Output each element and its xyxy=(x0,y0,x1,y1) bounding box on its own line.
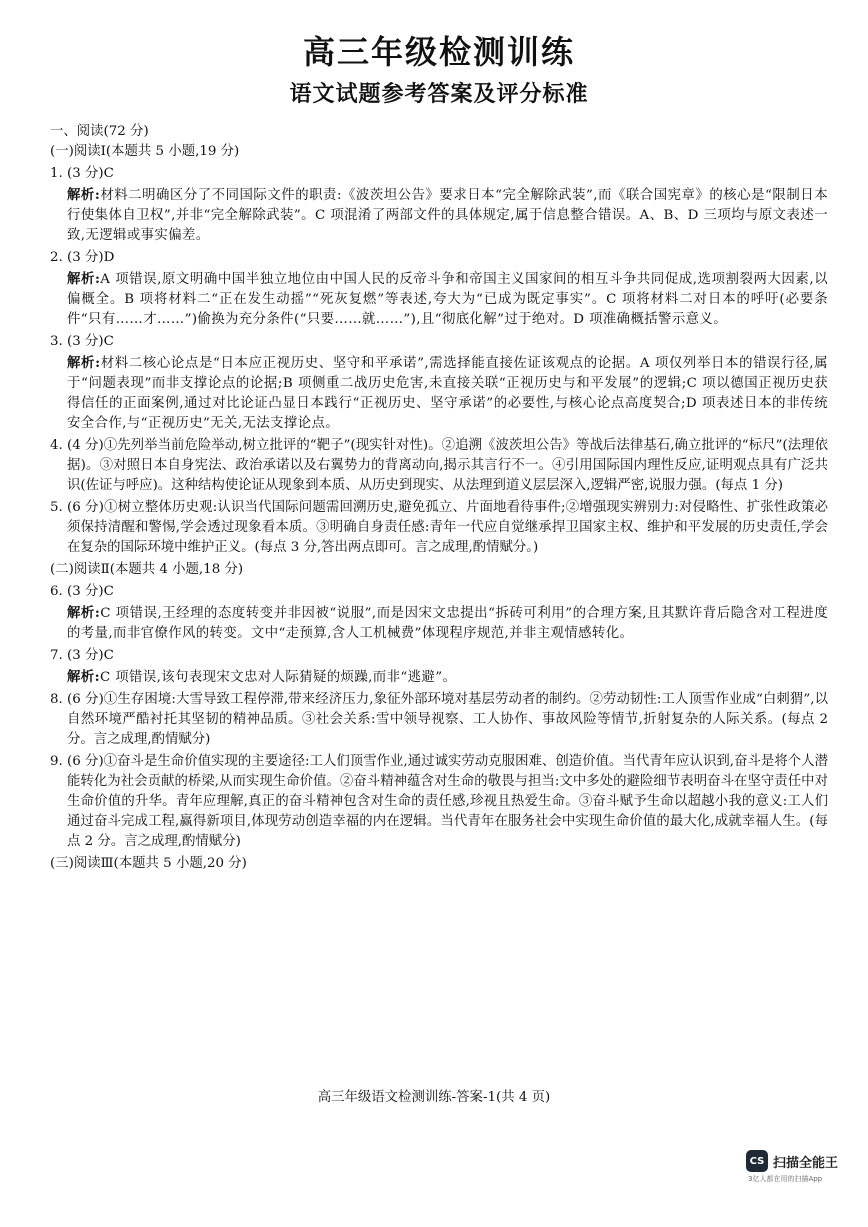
question-number: 5. xyxy=(50,500,63,515)
analysis-label: 解析: xyxy=(67,271,101,287)
question-8-answer xyxy=(50,690,828,750)
page-footer: 高三年级语文检测训练-答案-1(共 4 页) xyxy=(317,1090,551,1105)
section-heading-reading-1: (一)阅读Ⅰ(本题共 5 小题,19 分) xyxy=(50,144,240,159)
question-3-answer: 3. (3 分)C xyxy=(50,334,114,349)
page-subtitle: 语文试题参考答案及评分标准 xyxy=(289,82,589,107)
analysis-text: C 项错误,王经理的态度转变并非因被“说服”,而是因宋文忠提出“拆砖可利用”的合理方案,且其默许背后隐含对工程进度的考量,而非官僚作风的转变。文中“走预算,含人工机械费”体现程序规范,并非主观情感转化。 xyxy=(67,606,828,641)
question-4-answer xyxy=(50,436,828,496)
analysis-text: 材料二核心论点是“日本应正视历史、坚守和平承诺”,需选择能直接佐证该观点的论据。A 项仅列举日本的错误行径,属于“问题表现”而非支撑论点的论据;B 项侧重二战历史危害,未直接关联“正视历史与和平发展”的逻辑;C 项以德国正视历史获得信任的正面案例,通过对比论证凸显日本践行“正视历史、坚守承诺”的必要性,与核心论点高度契合;D 项表述日本的非传统安全合作,与“正视历史”无关,无法支撑论点。 xyxy=(67,356,828,431)
section-heading-reading-2: (二)阅读Ⅱ(本题共 4 小题,18 分) xyxy=(50,562,244,577)
camscanner-logo-icon: CS xyxy=(746,1150,768,1172)
question-number: 9. xyxy=(50,754,63,769)
analysis-label: 解析: xyxy=(67,605,101,621)
question-7-answer: 7. (3 分)C xyxy=(50,648,114,663)
analysis-text: 材料二明确区分了不同国际文件的职责:《波茨坦公告》要求日本“完全解除武装”,而《联合国宪章》的核心是“限制日本行使集体自卫权”,并非“完全解除武装”。C 项混淆了两部文件的具体规定,属于信息整合错误。A、B、D 三项均与原文表述一致,无逻辑或事实偏差。 xyxy=(67,188,828,243)
analysis-label: 解析: xyxy=(67,187,101,203)
section-heading-reading: 一、阅读(72 分) xyxy=(50,124,149,139)
page-title: 高三年级检测训练 xyxy=(302,33,575,71)
question-6-analysis xyxy=(50,603,828,644)
question-number: 4. xyxy=(50,438,63,453)
question-1-analysis xyxy=(50,185,828,246)
analysis-text: A 项错误,原文明确中国半独立地位由中国人民的反帝斗争和帝国主义国家间的相互斗争共同促成,选项割裂两大因素,以偏概全。B 项将材料二“正在发生动摇”“死灰复燃”等表述,夸大为“已成为既定事实”。C 项将材料二对日本的呼吁(必要条件“只有……才……”)偷换为充分条件(“只要……就……”),且“彻底化解”过于绝对。D 项准确概括警示意义。 xyxy=(67,272,828,327)
question-6-answer: 6. (3 分)C xyxy=(50,584,114,599)
question-9-answer xyxy=(50,752,828,852)
question-2-answer: 2. (3 分)D xyxy=(50,250,115,265)
watermark-tagline: 3亿人都在用的扫描App xyxy=(748,1175,823,1183)
question-7-analysis xyxy=(50,667,828,688)
answer-text: (6 分)①生存困境:大雪导致工程停滞,带来经济压力,象征外部环境对基层劳动者的制约。②劳动韧性:工人顶雪作业成“白刺猬”,以自然环境严酷衬托其坚韧的精神品质。③社会关系:雪中领导视察、工人协作、事故风险等情节,折射复杂的人际关系。(每点 2 分。言之成理,酌情赋分) xyxy=(67,692,828,747)
answer-text: (4 分)①先列举当前危险举动,树立批评的“靶子”(现实针对性)。②追溯《波茨坦公告》等战后法律基石,确立批评的“标尺”(法理依据)。③对照日本自身宪法、政治承诺以及右翼势力的背离动向,揭示其言行不一。④引用国际国内理性反应,证明观点具有广泛共识(佐证与呼应)。这种结构使论证从现象到本质、从历史到现实、从法理到道义层层深入,逻辑严密,说服力强。(每点 1 分) xyxy=(67,438,828,493)
answer-text: (6 分)①奋斗是生命价值实现的主要途径:工人们顶雪作业,通过诚实劳动克服困难、创造价值。当代青年应认识到,奋斗是将个人潜能转化为社会贡献的桥梁,从而实现生命价值。②奋斗精神蕴含对生命的敬畏与担当:文中多处的避险细节表明奋斗在坚守责任中对生命价值的升华。青年应理解,真正的奋斗精神包含对生命的责任感,珍视且热爱生命。③奋斗赋予生命以超越小我的意义:工人们通过奋斗完成工程,赢得新项目,体现劳动创造幸福的内在逻辑。当代青年在服务社会中实现生命价值的最大化,成就幸福人生。(每点 2 分。言之成理,酌情赋分) xyxy=(67,754,828,849)
question-5-answer xyxy=(50,498,828,558)
analysis-text: C 项错误,该句表现宋文忠对人际猜疑的烦躁,而非“逃避”。 xyxy=(99,670,457,685)
question-number: 8. xyxy=(50,692,63,707)
analysis-label: 解析: xyxy=(67,669,100,685)
question-3-analysis xyxy=(50,353,828,434)
watermark-app-name: 扫描全能王 xyxy=(773,1155,839,1171)
scanner-watermark xyxy=(746,1150,854,1184)
watermark-logo-row xyxy=(746,1150,854,1172)
answer-body xyxy=(50,122,828,874)
question-1-answer: 1. (3 分)C xyxy=(50,166,114,181)
question-2-analysis xyxy=(50,269,828,330)
section-heading-reading-3: (三)阅读Ⅲ(本题共 5 小题,20 分) xyxy=(50,856,247,871)
answer-text: (6 分)①树立整体历史观:认识当代国际问题需回溯历史,避免孤立、片面地看待事件;②增强现实辨别力:对侵略性、扩张性政策必须保持清醒和警惕,学会透过现象看本质。③明确自身责任感:青年一代应自觉继承捍卫国家主权、维护和平发展的历史责任,学会在复杂的国际环境中维护正义。(每点 3 分,答出两点即可。言之成理,酌情赋分。) xyxy=(67,500,828,555)
analysis-label: 解析: xyxy=(67,355,101,371)
